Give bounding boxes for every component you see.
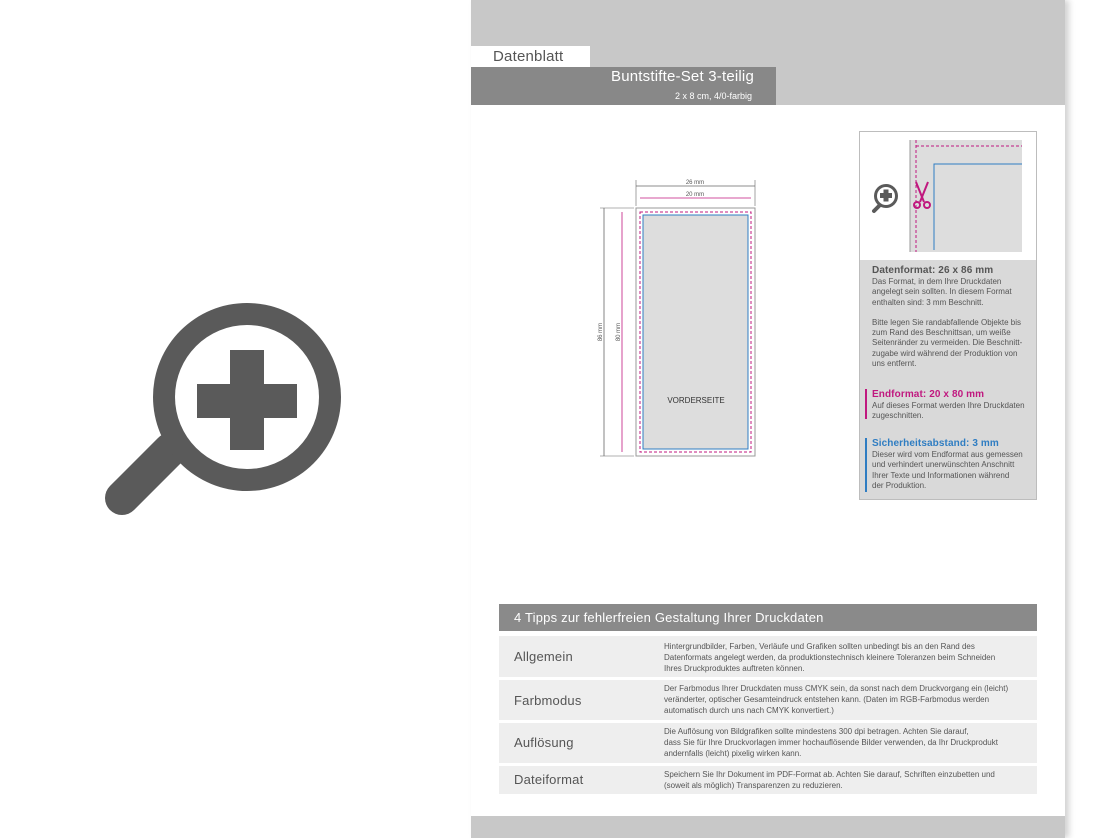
zoom-in-icon[interactable] [100, 300, 360, 550]
safety-marker [865, 438, 867, 492]
tip-text: Die Auflösung von Bildgrafiken sollte mindestens 300 dpi betragen. Achten Sie darauf, dass Sie für Ihre Druckvorlagen immer hochauflösende Bilder verwenden, da Ihr Druckprodukt andernfalls (leicht) pixelig wirken kann. [664, 727, 998, 758]
end-format-section [872, 389, 1032, 422]
outer-width-label: 26 mm [685, 180, 705, 186]
front-side-label: VORDERSEITE [667, 396, 725, 405]
datasheet-tab-label: Datenblatt [493, 48, 564, 65]
data-format-section [872, 265, 1032, 369]
data-format-heading: Datenformat: 26 x 86 mm [872, 265, 994, 276]
small-zoom-icon [874, 184, 898, 211]
tip-label: Allgemein [514, 649, 573, 664]
product-title-band [471, 67, 776, 105]
product-title: Buntstifte-Set 3-teilig [611, 68, 754, 85]
end-format-text: Auf dieses Format werden Ihre Druckdaten zugeschnitten. [872, 401, 1025, 421]
tips-header [499, 604, 1037, 631]
data-format-text: Das Format, in dem Ihre Druckdaten angelegt sein sollten. In diesem Format enthalten sind: 3 mm Beschnitt. Bitte legen Sie randabfallende Objekte bis zum Rand des Beschnittsan, um weiße Seitenränder zu vermeiden. Die Beschnitt- zugabe wird während der Produktion von uns entfernt. [872, 277, 1023, 369]
tip-label: Dateiformat [514, 772, 584, 787]
product-subtitle: 2 x 8 cm, 4/0-farbig [674, 91, 752, 101]
tip-text: Speichern Sie Ihr Dokument im PDF-Format ab. Achten Sie darauf, Schriften einzubetten und (soweit als möglich) Transparenzen zu reduzieren. [664, 770, 995, 790]
tip-text: Hintergrundbilder, Farben, Verläufe und Grafiken sollten unbedingt bis an den Rand des Datenformats angelegt werden, da produktionstechnisch kleinere Toleranzen beim Schneiden Ihres Druckproduktes auftreten können. [664, 642, 996, 673]
panel-text [860, 260, 1036, 499]
safety-text: Dieser wird vom Endformat aus gemessen und verhindert unerwünschten Anschnitt Ihrer Texte und Informationen während der Produktion. [872, 450, 1023, 490]
tips-title: 4 Tipps zur fehlerfreien Gestaltung Ihrer Druckdaten [514, 610, 824, 625]
format-diagram [590, 170, 770, 470]
tip-row-colormode [499, 680, 1037, 720]
tip-label: Farbmodus [514, 693, 582, 708]
tip-row-general [499, 636, 1037, 677]
end-format-marker [865, 389, 867, 419]
tip-text: Der Farbmodus Ihrer Druckdaten muss CMYK sein, da sonst nach dem Druckvorgang ein (leicht) veränderter, optischer Gesamteindruck entstehen kann. (Daten im RGB-Farbmodus werden automatisch durch uns nach CMYK konvertiert.) [664, 684, 1009, 715]
sheet-footer-band [471, 816, 1065, 838]
tip-row-fileformat [499, 766, 1037, 794]
inner-width-label: 20 mm [685, 192, 705, 198]
safety-section [872, 438, 1032, 491]
tip-row-resolution [499, 723, 1037, 763]
outer-height-label: 86 mm [598, 322, 604, 342]
end-format-heading: Endformat: 20 x 80 mm [872, 389, 985, 400]
tip-label: Auflösung [514, 735, 574, 750]
format-info-panel [859, 131, 1037, 500]
safety-rect [643, 215, 748, 449]
panel-preview [860, 132, 1036, 260]
crop-preview [860, 132, 1036, 260]
safety-heading: Sicherheitsabstand: 3 mm [872, 438, 999, 449]
inner-height-label: 80 mm [616, 322, 622, 342]
